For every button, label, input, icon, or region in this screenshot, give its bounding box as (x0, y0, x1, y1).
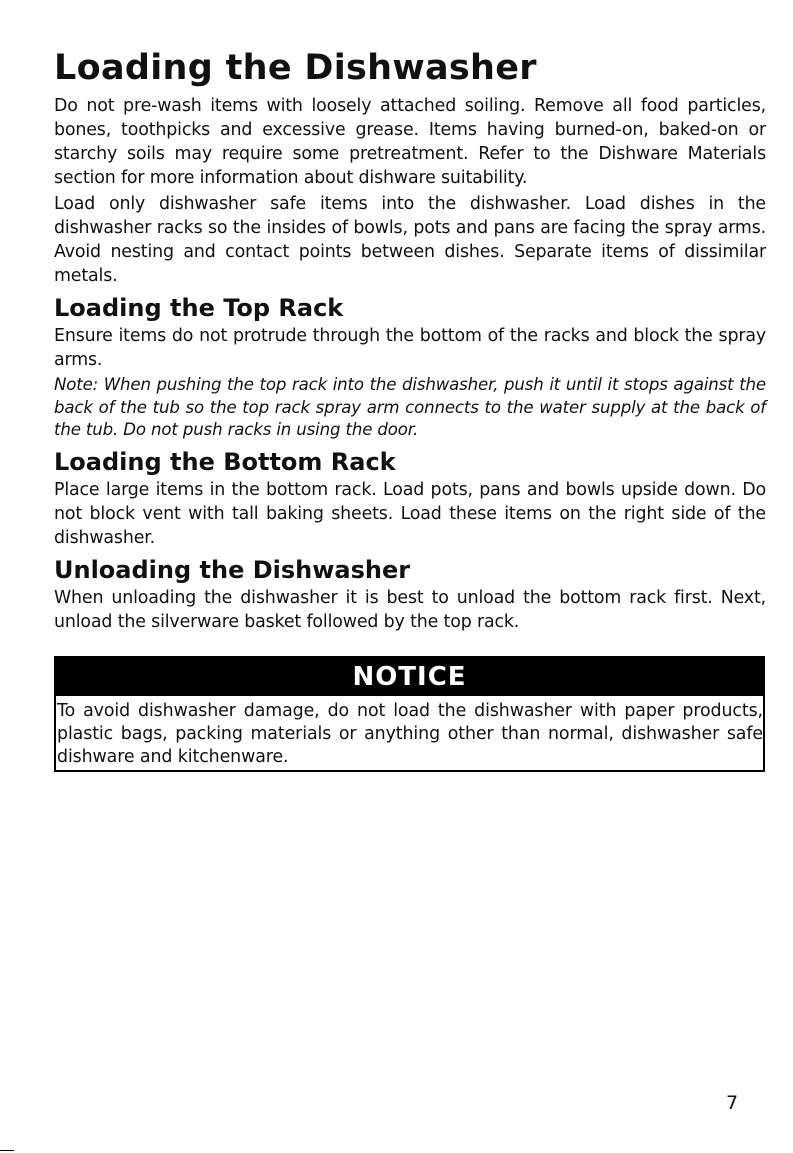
top-rack-note: Note: When pushing the top rack into the dishwasher, push it until it stops against the back of the tub so the top rack spray arm connects to the water supply at the back of the tub. Do not push racks in using the door. (54, 375, 766, 439)
notice-label: NOTICE (56, 658, 763, 696)
scan-edge-mark (0, 1150, 14, 1151)
top-rack-heading: Loading the Top Rack (54, 294, 344, 322)
manual-page (54, 44, 766, 636)
notice-text: To avoid dishwasher damage, do not load the dishwasher with paper products, plastic bags, packing materials or anything other than normal, dishwasher safe dishware and kitchenware. (57, 701, 763, 767)
bottom-rack-heading: Loading the Bottom Rack (54, 447, 396, 476)
page-number: 7 (725, 1092, 739, 1114)
notice-box (54, 656, 765, 772)
intro-paragraph-prewash: Do not pre-wash items with loosely attached soiling. Remove all food particles, bones, toothpicks and excessive grease. Items having burned-on, baked-on or starchy soils may require some pretreatment. Refer to the Dishware Materials section for more information about dishware suitability. (54, 96, 766, 188)
unloading-paragraph: When unloading the dishwasher it is best to unload the bottom rack first. Next, unload the silverware basket followed by the top rack. (54, 587, 766, 632)
unloading-heading: Unloading the Dishwasher (54, 555, 411, 584)
page-title: Loading the Dishwasher (54, 48, 537, 88)
intro-paragraph-load-safe-items: Load only dishwasher safe items into the dishwasher. Load dishes in the dishwasher racks so the insides of bowls, pots and pans are facing the spray arms. Avoid nesting and contact points between dishes. Separate items of dissimilar metals. (54, 194, 766, 286)
bottom-rack-paragraph: Place large items in the bottom rack. Load pots, pans and bowls upside down. Do not block vent with tall baking sheets. Load these items on the right side of the dishwasher. (54, 479, 766, 548)
top-rack-paragraph: Ensure items do not protrude through the bottom of the racks and block the spray arms. (54, 326, 766, 370)
